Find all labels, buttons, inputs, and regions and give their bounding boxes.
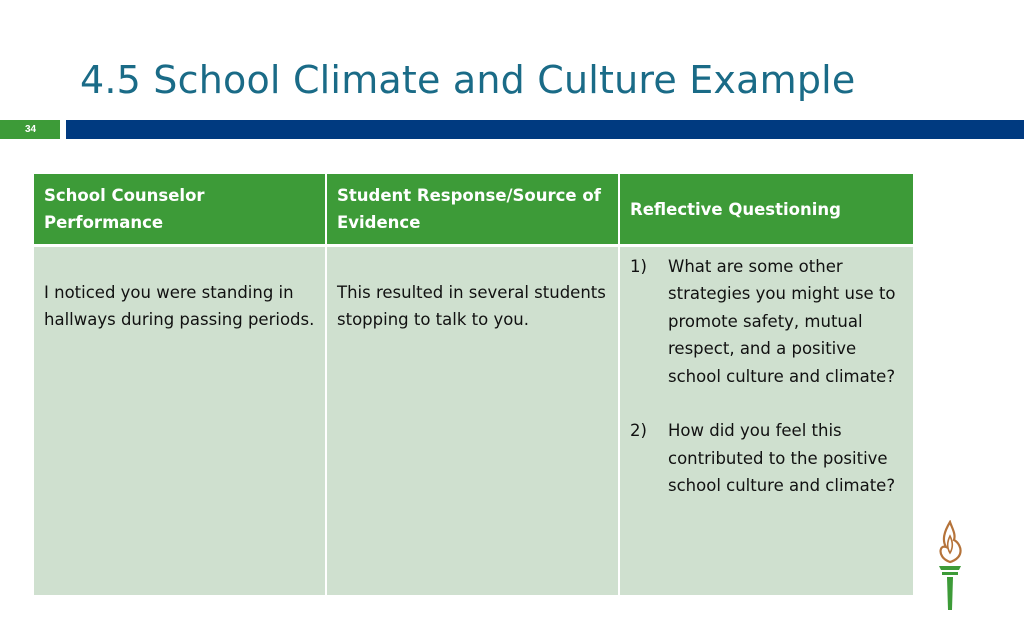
header-reflective-questioning: Reflective Questioning bbox=[620, 174, 913, 247]
question-number: 1) bbox=[630, 257, 647, 276]
question-text: How did you feel this contributed to the positive school culture and climate? bbox=[668, 421, 896, 496]
table-header-row bbox=[34, 174, 913, 247]
torch-logo-icon bbox=[933, 520, 967, 612]
header-evidence: Student Response/Source of Evidence bbox=[327, 174, 620, 247]
question-text: What are some other strategies you might use to promote safety, mutual respect, and a positive school culture and climate? bbox=[668, 257, 896, 386]
example-table bbox=[34, 174, 913, 595]
question-list bbox=[630, 253, 903, 500]
cell-evidence bbox=[327, 247, 620, 595]
cell-performance bbox=[34, 247, 327, 595]
performance-text: I noticed you were standing in hallways during passing periods. bbox=[44, 283, 315, 330]
title-divider-bar bbox=[66, 120, 1024, 139]
list-item bbox=[630, 417, 903, 499]
slide-number: 34 bbox=[0, 120, 60, 139]
evidence-text: This resulted in several students stopping to talk to you. bbox=[337, 283, 606, 330]
list-item bbox=[630, 253, 903, 390]
table-row bbox=[34, 247, 913, 595]
cell-questions bbox=[620, 247, 913, 595]
question-number: 2) bbox=[630, 421, 647, 441]
header-performance: School Counselor Performance bbox=[34, 174, 327, 247]
slide-title: 4.5 School Climate and Culture Example bbox=[80, 58, 856, 102]
